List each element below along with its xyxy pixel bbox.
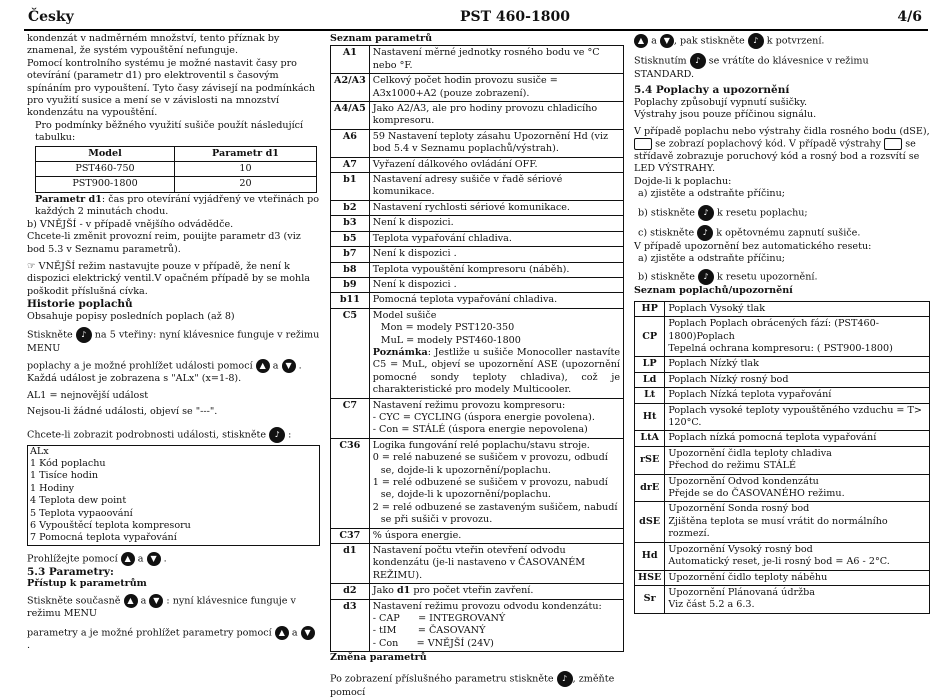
bell-button-icon[interactable]: ♪	[269, 427, 285, 443]
paragraph: parametry a je možné prohlížet parametry pomocí ▲ a ▼ .	[27, 626, 320, 652]
line: Poplach vysoké teploty vypouštěného vzduchu = T> 120°C.	[668, 404, 922, 429]
table-row	[331, 102, 624, 130]
table-row	[36, 177, 317, 192]
param-code: d2	[331, 584, 370, 599]
table-row	[635, 474, 930, 502]
param-code: A2/A3	[331, 74, 370, 102]
param-desc: Nastavení adresy sušiče v řadě sériové komunikace.	[369, 173, 623, 201]
text: c) stiskněte	[638, 227, 695, 239]
alarm-code: Ht	[635, 403, 665, 431]
param-code: A7	[331, 157, 370, 172]
param-desc: Jako A2/A3, ale pro hodiny provozu chladicího kompresoru.	[369, 102, 623, 130]
table-row	[331, 74, 624, 102]
table-row	[331, 262, 624, 277]
table-row	[635, 502, 930, 542]
line: Logika fungování relé poplachu/stavu stroje.	[372, 439, 590, 451]
paragraph	[634, 33, 930, 49]
table-row	[331, 544, 624, 584]
model-table	[35, 146, 317, 193]
param-desc: Celkový počet hodin provozu susiče = A3x1000+A2 (pouze zobrazení).	[369, 74, 623, 102]
line: Upozornění Sonda rosný bod	[668, 503, 810, 515]
text: Po zobrazení příslušného parametru stiskněte	[330, 673, 554, 685]
paragraph	[634, 126, 930, 176]
text: se zobrazí poplachový kód. V případě výstrahy	[655, 138, 882, 150]
section-heading: 5.4 Poplachy a upozornění	[634, 84, 790, 97]
bell-button-icon[interactable]: ♪	[557, 671, 573, 687]
param-desc	[369, 398, 623, 438]
paragraph: ☞ VNĚJŠÍ režim nastavujte pouze v případě, že není k dispozici elektrický ventil.V opačném případě by se mohla poškodit příslušná cívka.	[27, 260, 311, 297]
param-code: d3	[331, 599, 370, 652]
alarm-code: Lt	[635, 388, 665, 403]
down-arrow-icon[interactable]: ▼	[282, 359, 296, 373]
paragraph: Každá událost je zobrazena s "ALx" (x=1-8).	[27, 373, 242, 385]
table-header: Parametr d1	[175, 146, 317, 161]
down-arrow-icon[interactable]: ▼	[147, 552, 161, 566]
param-code: b11	[331, 293, 370, 308]
param-desc: Teplota vypouštění kompresoru (náběh).	[369, 262, 623, 277]
line: Přechod do režimu STÁLÉ	[668, 460, 796, 472]
line: - CYC = CYCLING (úspora energie povolena).	[372, 411, 595, 423]
list-item: 5 Teplota vypaoování	[30, 507, 133, 519]
param-desc: Nastavení rychlosti sériové komunikace.	[369, 200, 623, 215]
table-cell: PST900-1800	[36, 177, 175, 192]
down-arrow-icon[interactable]: ▼	[149, 594, 163, 608]
param-code: A4/A5	[331, 102, 370, 130]
section-heading: Seznam poplachů/upozornění	[634, 285, 793, 297]
alarm-desc	[665, 403, 930, 431]
text: d1	[396, 585, 411, 597]
table-row	[635, 403, 930, 431]
text: a	[140, 595, 147, 607]
bell-button-icon[interactable]: ♪	[748, 33, 764, 49]
param-desc: 59 Nastavení teploty zásahu Upozornění Hd (viz bod 5.4 v Seznamu poplachů/výstrah).	[369, 129, 623, 157]
paragraph	[634, 53, 930, 81]
text: poplachy a je možné prohlížet události pomocí	[27, 360, 253, 372]
param-code: C7	[331, 398, 370, 438]
table-row	[331, 216, 624, 231]
table-cell: 20	[175, 177, 317, 192]
line: Upozornění čidla teploty chladiva	[668, 447, 832, 459]
table-row	[635, 542, 930, 570]
param-desc: Není k dispozici.	[369, 216, 623, 231]
param-desc	[369, 584, 623, 599]
line: Poplach Nízký tlak	[668, 358, 759, 370]
paragraph: Pro podmínky běžného využití sušiče použít následující tabulku:	[35, 119, 304, 144]
line: Mon = modely PST120-350	[380, 322, 515, 334]
list-item: 1 Kód poplachu	[30, 457, 106, 469]
param-desc: Teplota vypařování chladiva.	[369, 231, 623, 246]
language-label: Česky	[28, 9, 74, 25]
up-arrow-icon[interactable]: ▲	[275, 626, 289, 640]
list-item: 6 Vypouštěcí teplota kompresoru	[30, 520, 191, 531]
down-arrow-icon[interactable]: ▼	[301, 626, 315, 640]
alarm-desc	[665, 570, 930, 585]
line: Upozornění Plánovaná údržba	[668, 586, 815, 598]
param-desc: Pomocná teplota vypařování chladiva.	[369, 293, 623, 308]
text: a	[137, 553, 144, 565]
alarm-code: LtA	[635, 431, 665, 446]
table-row	[331, 293, 624, 308]
column-middle	[330, 33, 624, 699]
param-code: A1	[331, 46, 370, 74]
down-arrow-icon[interactable]: ▼	[660, 34, 674, 48]
param-code: C36	[331, 438, 370, 528]
text: Stisknutím	[634, 55, 687, 67]
param-code: b3	[331, 216, 370, 231]
alarm-desc	[665, 542, 930, 570]
table-row	[331, 247, 624, 262]
param-desc: % úspora energie.	[369, 528, 623, 543]
text: a	[651, 35, 657, 47]
list-item: ALx	[30, 445, 49, 457]
paragraph	[634, 205, 930, 221]
line: - Con = STÁLÉ (úspora energie nepovolena)	[372, 424, 588, 436]
text: parametry a je možné prohlížet parametry pomocí	[27, 627, 272, 639]
param-code: b2	[331, 200, 370, 215]
paragraph: Výstrahy jsou pouze příčinou signálu.	[634, 109, 817, 121]
page-header	[24, 7, 928, 31]
table-row	[331, 157, 624, 172]
paragraph: b) VNĚJŠÍ - v případě vnějšího odvádědče.	[27, 218, 234, 230]
param-desc	[369, 308, 623, 398]
table-cell: PST460-750	[36, 162, 175, 177]
table-row	[635, 446, 930, 474]
text: , změňte pomocí	[330, 673, 615, 698]
bell-button-icon[interactable]: ♪	[690, 53, 706, 69]
paragraph: Chcete-li zobrazit podrobnosti události, stiskněte ♪ :	[27, 427, 320, 443]
param-code: b1	[331, 173, 370, 201]
term: Parametr d1	[35, 193, 102, 205]
up-arrow-icon[interactable]: ▲	[634, 34, 648, 48]
text: k opětovnému zapnutí sušiče.	[716, 227, 861, 239]
line: Automatický reset, je-li rosný bod = A6 - 2°C.	[668, 556, 890, 568]
list-item: 4 Teplota dew point	[30, 495, 127, 507]
line: - CAP = INTEGROVANÝ	[372, 613, 506, 625]
param-desc: Nastavení měrné jednotky rosného bodu ve °C nebo °F.	[369, 46, 623, 74]
table-row	[331, 129, 624, 157]
line: - tIM = ČASOVANÝ	[372, 625, 486, 637]
text: na 5 vteřiny: nyní klávesnice funguje v režimu MENU	[27, 329, 320, 354]
paragraph	[634, 269, 930, 285]
paragraph: Pomocí kontrolního systému je možné nastavit časy pro otevírání (parametr d1) pro elektroventil s časovým spínáním pro vypouštení. Tyto časy závisejí na podmínkách pro využití susice a mení se v závislosti na mnozství kondenzátu na vypouštění.	[27, 57, 316, 119]
subheading: Přístup k parametrům	[27, 578, 147, 590]
paragraph: Poplachy způsobují vypnutí sušičky.	[634, 96, 808, 108]
table-row	[331, 599, 624, 652]
alarm-code: drE	[635, 474, 665, 502]
alarm-code: HSE	[635, 570, 665, 585]
line: Tepelná ochrana kompresoru: ( PST900-1800)	[668, 343, 893, 354]
line: Model sušiče	[372, 309, 437, 321]
param-code: b5	[331, 231, 370, 246]
line: Nastavení režimu provozu odvodu kondenzátu:	[372, 600, 602, 612]
alarm-desc	[665, 474, 930, 502]
alarm-desc	[665, 585, 930, 613]
table-row	[635, 570, 930, 585]
table-row	[331, 46, 624, 74]
table-cell: 10	[175, 162, 317, 177]
section-heading: Změna parametrů	[330, 652, 427, 664]
alarm-code: HP	[635, 301, 665, 316]
up-arrow-icon[interactable]: ▲	[256, 359, 270, 373]
table-row	[635, 372, 930, 387]
alarm-desc	[665, 388, 930, 403]
display-icon	[634, 138, 652, 150]
paragraph	[27, 594, 320, 620]
line: Poplach Vysoký tlak	[668, 302, 766, 314]
table-row	[36, 162, 317, 177]
note-label: Poznámka	[372, 346, 428, 358]
table-row	[331, 231, 624, 246]
bell-button-icon[interactable]: ♪	[697, 225, 713, 241]
text: Prohlížejte pomocí	[27, 553, 118, 565]
column-left	[27, 33, 320, 652]
table-row	[331, 528, 624, 543]
alarm-code: rSE	[635, 446, 665, 474]
alarms-table	[634, 301, 930, 614]
text: : nyní klávesnice funguje v režimu MENU	[27, 595, 296, 619]
text: : čas pro otevírání vyjádřený ve vteřinách po každých 2 minutách chodu.	[35, 193, 319, 218]
alarm-desc	[665, 431, 930, 446]
param-code: C37	[331, 528, 370, 543]
up-arrow-icon[interactable]: ▲	[121, 552, 135, 566]
alarm-code: LP	[635, 357, 665, 372]
alarm-code: Ld	[635, 372, 665, 387]
parameters-table	[330, 45, 624, 652]
list-item: 1 Tisíce hodin	[30, 470, 99, 482]
text: V případě poplachu nebo výstrahy čidla rosného bodu (dSE),	[634, 125, 930, 137]
line: 2 = relé odbuzené se zastaveným sušičem, nabudí se při sušiči v provozu.	[372, 501, 618, 526]
alarm-code: Sr	[635, 585, 665, 613]
line: Viz část 5.2 a 6.3.	[668, 599, 755, 611]
note	[373, 347, 620, 397]
table-row	[635, 301, 930, 316]
alarm-code: dSE	[635, 502, 665, 542]
param-code: b8	[331, 262, 370, 277]
table-row	[331, 200, 624, 215]
alarm-desc	[665, 317, 930, 357]
text: Jako	[372, 585, 397, 597]
alarm-desc	[665, 357, 930, 372]
line: Upozornění Vysoký rosný bod	[668, 543, 813, 555]
line: Poplach Nízký rosný bod	[668, 373, 789, 385]
line: 1 = relé odbuzené se sušičem v provozu, nabudí se, dojde-li k upozornění/poplachu.	[372, 477, 608, 501]
table-row	[331, 398, 624, 438]
line: Nastavení režimu provozu kompresoru:	[372, 399, 566, 411]
section-heading: Seznam parametrů	[330, 33, 433, 44]
line: Upozornění čidlo teploty náběhu	[668, 571, 828, 583]
paragraph: poplachy a je možné prohlížet události pomocí ▲ a ▼ .	[27, 360, 302, 372]
text: se vrátíte do klávesnice v režimu STANDARD.	[634, 55, 869, 80]
paragraph: a) zjistěte a odstraňte příčinu;	[638, 252, 786, 264]
column-right	[634, 33, 930, 614]
line: - Con = VNĚJŠÍ (24V)	[372, 637, 494, 649]
text: Stiskněte	[27, 329, 73, 341]
section-heading: Historie poplachů	[27, 298, 133, 311]
page-number: 4/6	[897, 9, 922, 25]
list-item: 1 Hodiny	[30, 482, 75, 494]
paragraph: V případě upozornění bez automatického resetu:	[634, 240, 872, 252]
alarm-code: Hd	[635, 542, 665, 570]
paragraph	[330, 671, 624, 699]
line: MuL = modely PST460-1800	[380, 334, 521, 346]
paragraph: Dojde-li k poplachu:	[634, 175, 732, 187]
line: Poplach Nízká teplota vypařování	[668, 389, 832, 401]
text: b) stiskněte	[638, 271, 695, 283]
line: Zjištěna teplota se musí vrátit do normálního rozmezí.	[668, 515, 888, 540]
param-desc: Není k dispozici .	[369, 247, 623, 262]
bell-button-icon[interactable]: ♪	[698, 269, 714, 285]
alarm-desc	[665, 372, 930, 387]
alarm-code: CP	[635, 317, 665, 357]
display-icon	[884, 138, 902, 150]
line: Přejde se do ČASOVANÉHO režimu.	[668, 488, 845, 500]
alarm-desc	[665, 446, 930, 474]
paragraph: Nejsou-li žádné události, objeví se "---".	[27, 406, 218, 418]
param-desc	[369, 438, 623, 528]
param-code: b7	[331, 247, 370, 262]
list-item: 7 Pomocná teplota vypařování	[30, 532, 177, 544]
line: 0 = relé nabuzené se sušičem v provozu, odbudí se, dojde-li k upozornění/poplachu.	[372, 452, 608, 476]
paragraph	[27, 327, 320, 355]
table-row	[635, 431, 930, 446]
param-code: A6	[331, 129, 370, 157]
alarm-desc	[665, 502, 930, 542]
paragraph	[27, 194, 320, 219]
param-code: d1	[331, 544, 370, 584]
table-row	[635, 357, 930, 372]
line: Poplach Poplach obrácených fází: (PST460-1800)Poplach	[668, 318, 879, 342]
text: pro počet vteřin zavření.	[410, 585, 534, 597]
param-code: C5	[331, 308, 370, 398]
param-desc: Není k dispozici .	[369, 277, 623, 292]
up-arrow-icon[interactable]: ▲	[124, 594, 138, 608]
bell-button-icon[interactable]: ♪	[698, 205, 714, 221]
paragraph: kondenzát v nadměrném množství, tento příznak by znamenal, že systém vypouštění nefunguje.	[27, 33, 280, 57]
text: k potvrzení.	[766, 35, 825, 47]
table-row	[635, 317, 930, 357]
param-code: b9	[331, 277, 370, 292]
paragraph: Prohlížejte pomocí ▲ a ▼ .	[27, 553, 167, 565]
table-row	[331, 584, 624, 599]
table-row	[331, 438, 624, 528]
line: Upozornění Odvod kondenzátu	[668, 475, 819, 487]
alx-box	[27, 445, 320, 546]
alarm-desc	[665, 301, 930, 316]
bell-button-icon[interactable]: ♪	[76, 327, 92, 343]
param-desc: Nastavení počtu vteřin otevření odvodu kondenzátu (je-li nastaveno v ČASOVANÉM REŽIMU).	[369, 544, 623, 584]
paragraph: AL1 = nejnovější událost	[27, 389, 149, 401]
paragraph: a) zjistěte a odstraňte příčinu;	[638, 188, 786, 200]
table-header: Model	[36, 146, 175, 161]
text: k resetu upozornění.	[717, 271, 818, 283]
param-desc	[369, 599, 623, 652]
table-row	[331, 173, 624, 201]
table-row	[635, 388, 930, 403]
text: se střídavě zobrazuje poruchový kód a rosný bod a rozsvítí se LED VÝSTRAHY.	[634, 138, 920, 175]
table-row	[331, 308, 624, 398]
paragraph: Chcete-li změnit provozní reim, pouijte parametr d3 (viz bod 5.3 v Seznamu parametrů).	[27, 231, 301, 255]
param-desc: Vyřazení dálkového ovládání OFF.	[369, 157, 623, 172]
note-text: : Jestliže u sušiče Monocoller nastavíte C5 = MuL, objeví se upozornění ASE (upozornění pomocné sondy teploty chladiva), což je charakteristické pro modely Multicooler.	[372, 346, 620, 396]
text: Stiskněte současně	[27, 595, 121, 607]
line: Poplach nízká pomocná teplota vypařování	[668, 432, 877, 444]
paragraph	[634, 225, 930, 241]
text: a	[291, 627, 298, 639]
section-heading: 5.3 Parametry:	[27, 565, 114, 578]
table-row	[331, 277, 624, 292]
paragraph: Obsahuje popisy posledních poplach (až 8)	[27, 310, 235, 322]
text: , pak stiskněte	[673, 35, 745, 47]
text: b) stiskněte	[638, 207, 695, 219]
table-row	[635, 585, 930, 613]
text: a	[272, 360, 279, 372]
text: Chcete-li zobrazit podrobnosti události, stiskněte	[27, 429, 267, 441]
model-title: PST 460-1800	[460, 9, 570, 25]
text: k resetu poplachu;	[717, 207, 808, 219]
